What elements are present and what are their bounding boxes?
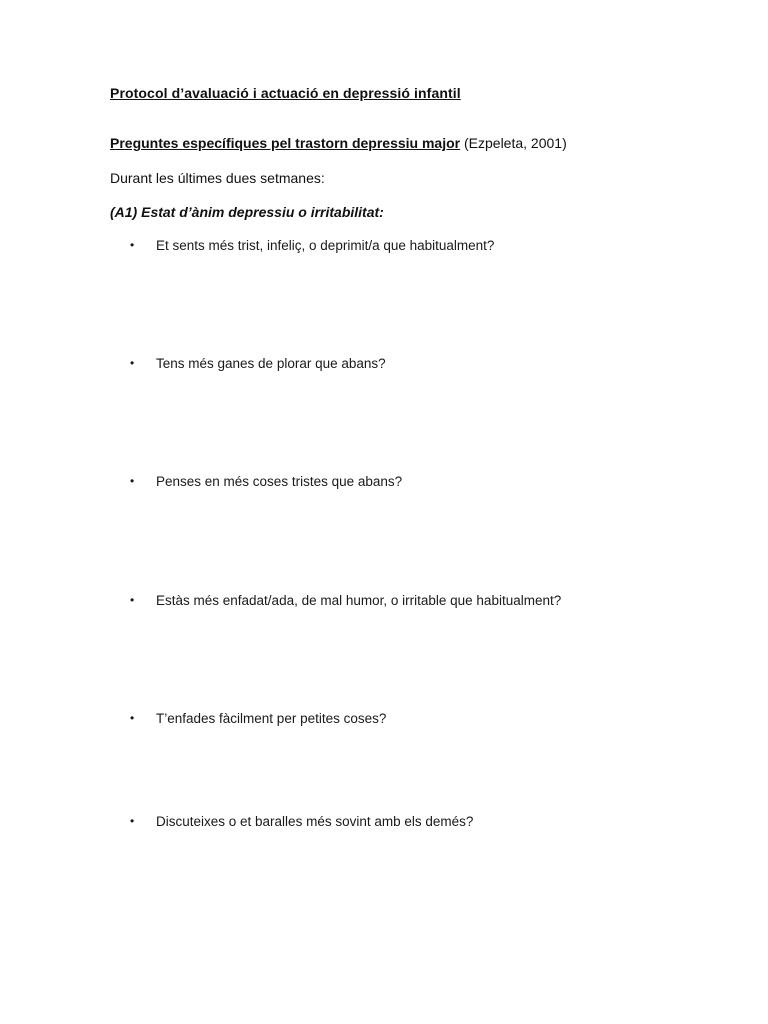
question-item [130, 474, 402, 489]
question-item [130, 238, 494, 253]
bullet-icon: • [130, 238, 135, 252]
question-item [130, 356, 386, 371]
bullet-icon: • [130, 356, 135, 370]
question-text: Et sents més trist, infeliç, o deprimit/a que habitualment? [156, 238, 495, 253]
bullet-icon: • [130, 711, 135, 725]
document-title: Protocol d’avaluació i actuació en depressió infantil [110, 85, 461, 101]
question-text: Discuteixes o et baralles més sovint amb els demés? [156, 814, 474, 829]
bullet-icon: • [130, 814, 135, 828]
intro-text: Durant les últimes dues setmanes: [110, 170, 325, 186]
question-text: T’enfades fàcilment per petites coses? [156, 711, 387, 726]
section-citation: (Ezpeleta, 2001) [464, 135, 567, 151]
question-text: Tens més ganes de plorar que abans? [156, 356, 386, 371]
question-item [130, 711, 386, 726]
bullet-icon: • [130, 593, 135, 607]
bullet-icon: • [130, 474, 135, 488]
question-item [130, 593, 561, 608]
subsection-heading: (A1) Estat d’ànim depressiu o irritabilitat: [110, 204, 384, 220]
question-text: Estàs més enfadat/ada, de mal humor, o irritable que habitualment? [156, 593, 562, 608]
section-heading-text: Preguntes específiques pel trastorn depressiu major [110, 135, 461, 151]
section-heading [110, 135, 567, 151]
question-item [130, 814, 473, 829]
question-text: Penses en més coses tristes que abans? [156, 474, 403, 489]
